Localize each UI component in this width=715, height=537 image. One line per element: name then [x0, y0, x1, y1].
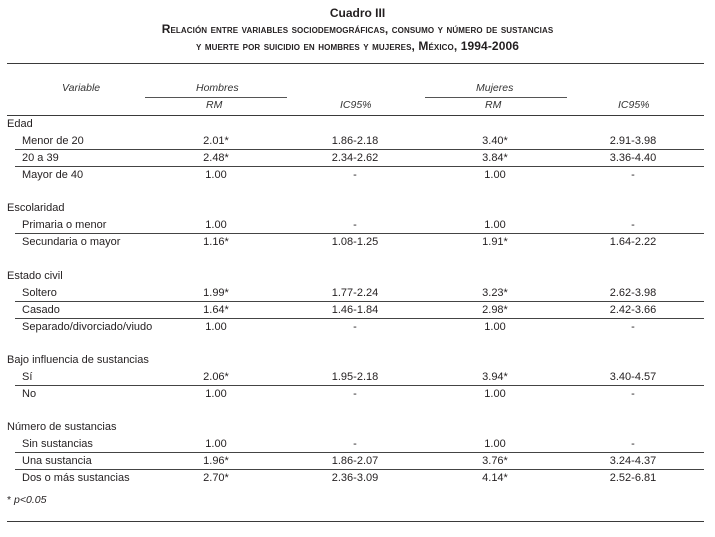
- row-label: Soltero: [22, 287, 57, 299]
- mujeres-ic-cell: 2.62-3.98: [609, 287, 657, 299]
- hombres-ic-cell: 1.46-1.84: [331, 304, 379, 316]
- row-label: Dos o más sustancias: [22, 472, 130, 484]
- mujeres-ic-cell: 1.64-2.22: [609, 236, 657, 248]
- table-row: [0, 369, 715, 386]
- hombres-ic-cell: 2.36-3.09: [331, 472, 379, 484]
- table-row: [0, 436, 715, 453]
- row-label: Primaria o menor: [22, 219, 107, 231]
- hombres-ic-cell: 1.77-2.24: [331, 287, 379, 299]
- header-hombres-rm: RM: [206, 99, 223, 111]
- mujeres-ic-cell: 2.52-6.81: [609, 472, 657, 484]
- row-label: Casado: [22, 304, 60, 316]
- hombres-underline: [145, 97, 287, 98]
- mujeres-ic-cell: -: [631, 219, 635, 231]
- header-rule: [7, 115, 704, 116]
- mujeres-ic-cell: 3.40-4.57: [609, 371, 657, 383]
- title-line-1: Relación entre variables sociodemográficas, consumo y número de sustancias: [161, 22, 554, 36]
- hombres-ic-cell: 1.86-2.18: [331, 135, 379, 147]
- mujeres-rm-cell: 1.00: [484, 169, 506, 181]
- mujeres-rm-cell: 1.00: [484, 388, 506, 400]
- row-label: Menor de 20: [22, 135, 84, 147]
- hombres-rm-cell: 1.96*: [203, 455, 229, 467]
- top-rule: [7, 63, 704, 64]
- hombres-ic-cell: -: [353, 438, 357, 450]
- table-row: [0, 319, 715, 336]
- mujeres-ic-cell: 2.91-3.98: [609, 135, 657, 147]
- footnote: [7, 494, 46, 506]
- table-title: [0, 6, 715, 55]
- mujeres-ic-cell: 3.24-4.37: [609, 455, 657, 467]
- row-label: Secundaria o mayor: [22, 236, 121, 248]
- mujeres-rm-cell: 1.00: [484, 438, 506, 450]
- header-hombres-ic: IC95%: [340, 99, 372, 111]
- hombres-ic-cell: 1.08-1.25: [331, 236, 379, 248]
- table-row: [0, 453, 715, 470]
- mujeres-rm-cell: 3.40*: [482, 135, 508, 147]
- table-row: [0, 217, 715, 234]
- table-number: Cuadro III: [329, 6, 386, 20]
- hombres-ic-cell: 1.86-2.07: [331, 455, 379, 467]
- title-line-2: y muerte por suicidio en hombres y mujeres, México, 1994-2006: [195, 39, 520, 53]
- group-title: Estado civil: [7, 270, 63, 282]
- mujeres-rm-cell: 3.76*: [482, 455, 508, 467]
- row-label: No: [22, 388, 37, 400]
- hombres-rm-cell: 1.00: [205, 219, 227, 231]
- row-label: 20 a 39: [22, 152, 59, 164]
- table-row: [0, 167, 715, 184]
- header-variable: Variable: [62, 82, 101, 94]
- table-row: [0, 285, 715, 302]
- hombres-rm-cell: 2.70*: [203, 472, 229, 484]
- footnote-prefix: *: [7, 494, 15, 506]
- mujeres-rm-cell: 4.14*: [482, 472, 508, 484]
- hombres-rm-cell: 2.01*: [203, 135, 229, 147]
- mujeres-ic-cell: -: [631, 321, 635, 333]
- hombres-rm-cell: 1.00: [205, 169, 227, 181]
- header-mujeres: Mujeres: [476, 82, 514, 94]
- group-title: Número de sustancias: [7, 421, 117, 433]
- group-title: Bajo influencia de sustancias: [7, 354, 149, 366]
- row-label: Mayor de 40: [22, 169, 84, 181]
- mujeres-rm-cell: 1.91*: [482, 236, 508, 248]
- mujeres-ic-cell: 3.36-4.40: [609, 152, 657, 164]
- hombres-ic-cell: 1.95-2.18: [331, 371, 379, 383]
- header-hombres: Hombres: [196, 82, 239, 94]
- hombres-rm-cell: 1.00: [205, 438, 227, 450]
- mujeres-rm-cell: 3.84*: [482, 152, 508, 164]
- hombres-ic-cell: 2.34-2.62: [331, 152, 379, 164]
- hombres-rm-cell: 1.00: [205, 388, 227, 400]
- header-mujeres-rm: RM: [485, 99, 502, 111]
- table-row: [0, 386, 715, 403]
- hombres-rm-cell: 2.06*: [203, 371, 229, 383]
- mujeres-ic-cell: 2.42-3.66: [609, 304, 657, 316]
- hombres-rm-cell: 1.99*: [203, 287, 229, 299]
- bottom-rule: [7, 521, 704, 522]
- mujeres-rm-cell: 1.00: [484, 219, 506, 231]
- row-label: Una sustancia: [22, 455, 92, 467]
- hombres-ic-cell: -: [353, 169, 357, 181]
- mujeres-rm-cell: 3.94*: [482, 371, 508, 383]
- hombres-ic-cell: -: [353, 321, 357, 333]
- hombres-ic-cell: -: [353, 388, 357, 400]
- row-label: Separado/divorciado/viudo: [22, 321, 153, 333]
- hombres-rm-cell: 1.16*: [203, 236, 229, 248]
- table-row: [0, 234, 715, 251]
- group-title: Edad: [7, 118, 33, 130]
- table-row: [0, 470, 715, 487]
- hombres-rm-cell: 2.48*: [203, 152, 229, 164]
- footnote-text: p<0.05: [14, 494, 47, 506]
- mujeres-ic-cell: -: [631, 438, 635, 450]
- mujeres-rm-cell: 2.98*: [482, 304, 508, 316]
- mujeres-rm-cell: 1.00: [484, 321, 506, 333]
- hombres-rm-cell: 1.64*: [203, 304, 229, 316]
- header-mujeres-ic: IC95%: [618, 99, 650, 111]
- table-row: [0, 302, 715, 319]
- hombres-rm-cell: 1.00: [205, 321, 227, 333]
- hombres-ic-cell: -: [353, 219, 357, 231]
- mujeres-ic-cell: -: [631, 388, 635, 400]
- row-label: Sin sustancias: [22, 438, 93, 450]
- mujeres-rm-cell: 3.23*: [482, 287, 508, 299]
- mujeres-underline: [425, 97, 567, 98]
- table-row: [0, 133, 715, 150]
- table-row: [0, 150, 715, 167]
- mujeres-ic-cell: -: [631, 169, 635, 181]
- group-title: Escolaridad: [7, 202, 65, 214]
- row-label: Sí: [22, 371, 33, 383]
